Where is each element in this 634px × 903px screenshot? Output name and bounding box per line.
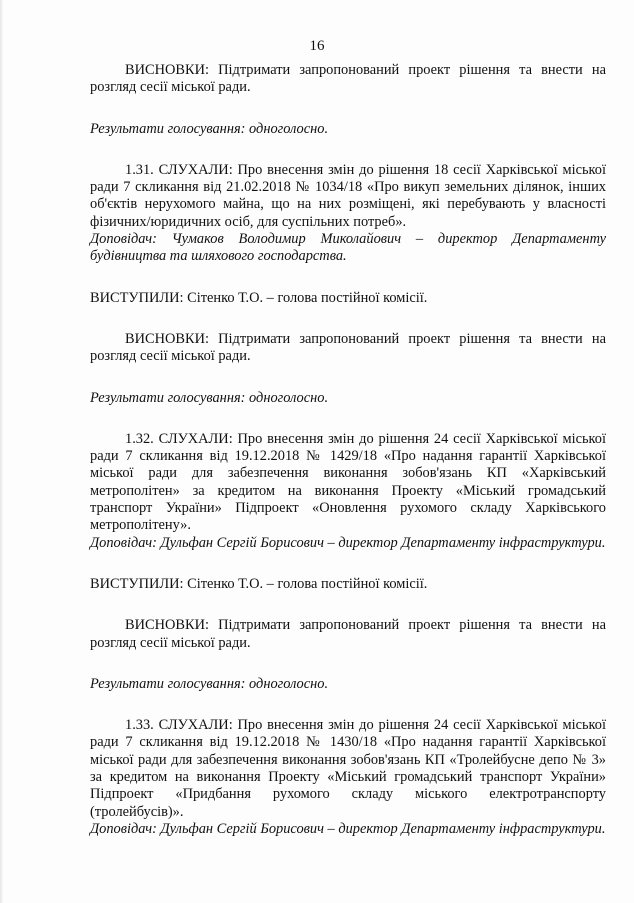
agenda-item-1-33 [90,717,606,821]
agenda-item-1-31 [90,162,606,231]
conclusion-text: Підтримати запропонований проект рішення та внести на розгляд сесії міської ради. [90,330,606,365]
conclusion-label: ВИСНОВКИ: [125,617,209,634]
scan-edge [0,0,3,903]
agenda-item-1-32 [90,431,606,535]
document-body [90,62,606,838]
conclusion-paragraph [90,617,606,652]
item-label: СЛУХАЛИ: [158,430,233,447]
conclusion-text: Підтримати запропонований проект рішення та внести на розгляд сесії міської ради. [90,62,606,96]
page-number: 16 [309,38,325,54]
vote-result: Результати голосування: одноголосно. [90,120,329,137]
conclusion-label: ВИСНОВКИ: [125,330,209,347]
item-number: 1.33. [125,717,154,734]
conclusion-paragraph [90,62,606,97]
conclusion-paragraph [90,331,606,366]
item-number: 1.31. [125,161,154,178]
conclusion-text: Підтримати запропонований проект рішення та внести на розгляд сесії міської ради. [90,617,606,651]
item-text: Про внесення змін до рішення 18 сесії Харківської міської ради 7 скликання від 21.02.2018 № 1034/18 «Про викуп земельних ділянок, інших об'єктів нерухомого майна, що на них розміщені, які перебувають у власності фізичних/юридичних осіб, для суспільних потреб». [90,161,606,230]
item-label: СЛУХАЛИ: [158,161,233,178]
speaker-line: Доповідач: Чумаков Володимир Миколайович – директор Департаменту будівництва та шляхового господарства. [90,231,606,265]
vote-result: Результати голосування: одноголосно. [90,389,329,406]
item-number: 1.32. [125,430,154,447]
item-text: Про внесення змін до рішення 24 сесії Харківської міської ради 7 скликання від 19.12.2018 № 1430/18 «Про надання гарантії Харківської міської ради для забезпечення виконання зобов'язань КП «Тролейбусне депо № 3» за кредитом на виконання Проекту «Міський громадський транспорт України» Підпроект «Придбання рухомого складу міського електротранспорту (тролейбусів)». [90,717,606,820]
vote-result: Результати голосування: одноголосно. [90,675,329,692]
speaker-line: Доповідач: Дульфан Сергій Борисович – директор Департаменту інфраструктури. [90,820,606,837]
item-text: Про внесення змін до рішення 24 сесії Харківської міської ради 7 скликання від 19.12.2018 № 1429/18 «Про надання гарантії Харківської міської ради для забезпечення виконання зобов'язань КП «Харківський метрополітен» за кредитом на виконання Проекту «Міський громадський транспорт України» Підпроект «Оновлення рухомого складу Харківського метрополітену». [90,430,606,534]
speakers-line: ВИСТУПИЛИ: Сітенко Т.О. – голова постійної комісії. [90,575,428,592]
conclusion-label: ВИСНОВКИ: [125,62,209,78]
item-label: СЛУХАЛИ: [158,717,233,734]
speakers-line: ВИСТУПИЛИ: Сітенко Т.О. – голова постійної комісії. [90,289,428,306]
speaker-line: Доповідач: Дульфан Сергій Борисович – директор Департаменту інфраструктури. [90,534,606,551]
